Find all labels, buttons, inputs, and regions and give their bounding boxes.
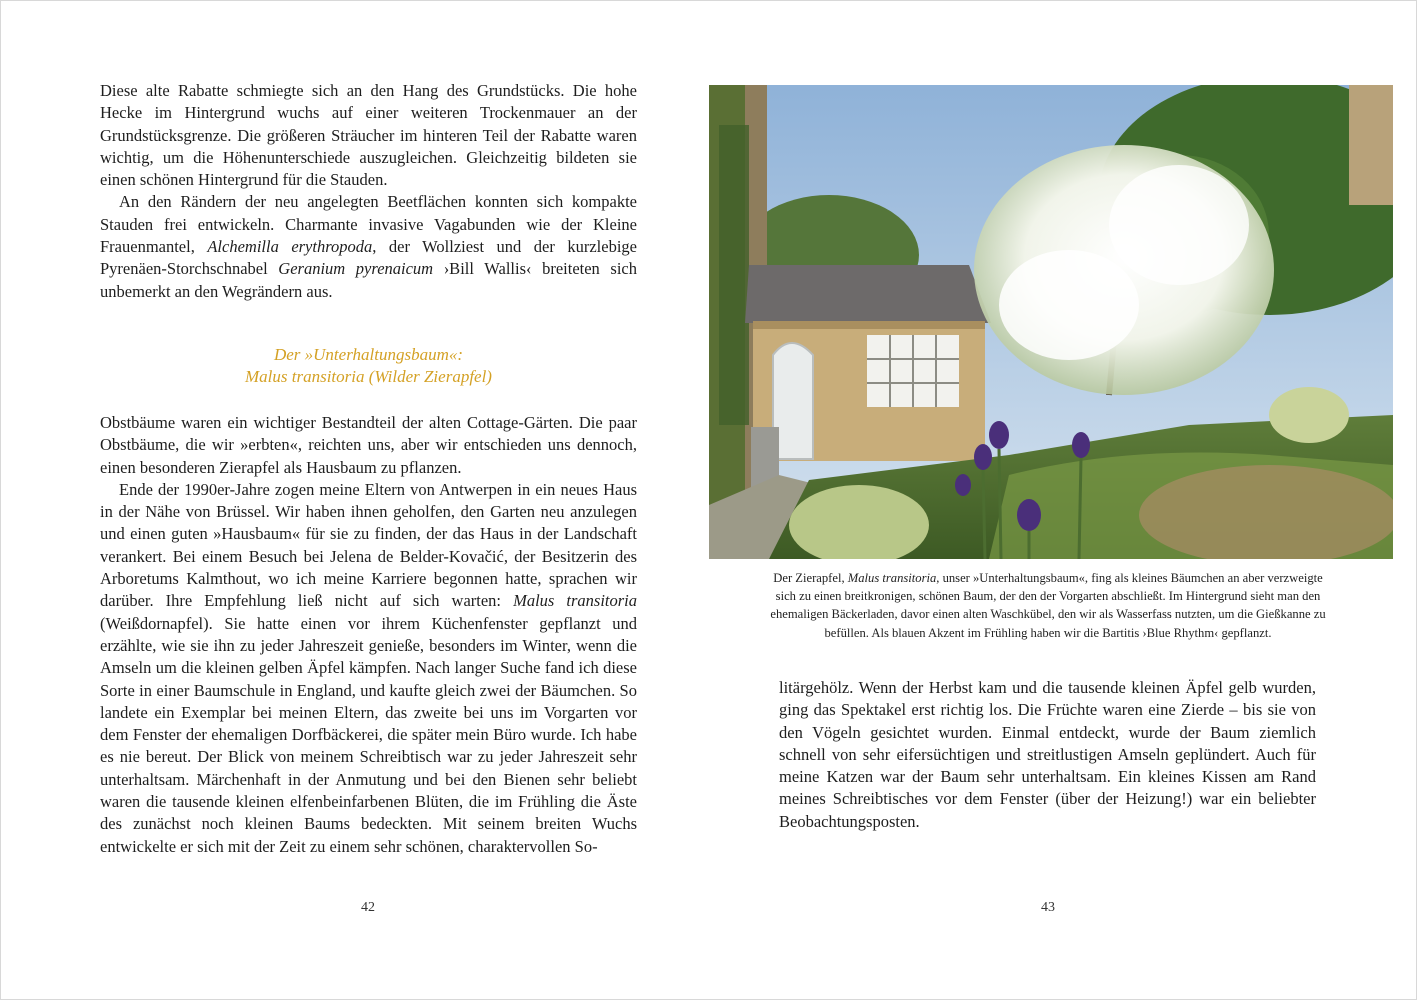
main-paragraph-2: Ende der 1990er-Jahre zogen meine Eltern von Antwerpen in ein neues Haus in der Nähe von Brüssel. Wir haben ihnen geholfen, den Garten neu anzulegen und einen guten »Hausbaum« für sie zu finden, der das Haus in der Landschaft verankert. Bei einem Besuch bei Jelena de Belder-Kovačić, der Besitzerin des Arboretums Kalmthout, wo ich meine Karriere begonnen hatte, sprachen wir darüber. Ihre Empfehlung ließ nicht auf sich warten: Malus transitoria (Weißdornapfel). Sie hatte einen vor ihrem Küchenfenster gepflanzt und erzählte, wie sie ihn zu jeder Jahreszeit genieße, besonders im Winter, wenn die Amseln um die kleinen gelben Äpfel kämpfen. Nach langer Suche fand ich diese Sorte in einer Baumschule in England, und kaufte gleich zwei der Bäumchen. So landete ein Exemplar bei meinen Eltern, das zweite bei uns im Vorgarten vor dem Fenster der ehemaligen Dorfbäckerei, die später mein Büro wurde. Ich habe es nie bereut. Der Blick von meinem Schreibtisch war zu jeder Jahreszeit sehr unterhaltsam. Märchenhaft in der Anmutung und bei den Bienen sehr beliebt waren die tausende kleinen elfenbeinfarbenen Blüten, die im Frühling die Äste des zunächst noch kleinen Baums bedeckten. Mit seinem breiten Wuchs entwickelte er sich mit der Zeit zu einem sehr schönen, charaktervollen So-	[100, 479, 637, 856]
garden-photo-illustration	[709, 85, 1393, 559]
page-number-left: 42	[361, 900, 375, 915]
intro-paragraph-1: Diese alte Rabatte schmiegte sich an den Hang des Grundstücks. Die hohe Hecke im Hintergrund wuchs auf einer weiteren Trockenmauer an der Grundstücksgrenze. Die größeren Sträucher im hinteren Teil der Rabatte waren wichtig, um die Höhenunterschiede auszugleichen. Gleichzeitig bildeten sie einen schönen Hintergrund für die Stauden.	[100, 81, 637, 190]
right-page	[708, 0, 1417, 1000]
intro-text	[100, 80, 637, 303]
section-heading-line-2: Malus transitoria (Wilder Zierapfel)	[245, 367, 492, 386]
section-heading	[100, 344, 637, 388]
continued-text	[779, 677, 1316, 833]
italic-name: Malus transitoria	[513, 591, 637, 611]
section-heading-line-1: Der »Unterhaltungsbaum«:	[273, 345, 464, 364]
italic-name: Malus transitoria	[847, 571, 937, 585]
main-text	[100, 412, 637, 858]
italic-name: Geranium pyrenaicum	[278, 259, 434, 279]
intro-paragraph-2: An den Rändern der neu angelegten Beetflächen konnten sich kompakte Stauden frei entwickeln. Charmante invasive Vagabunden wie der Kleine Frauenmantel, Alchemilla erythropoda, der Wollziest und der kurzlebige Pyrenäen-Storchschnabel Geranium pyrenaicum ›Bill Wallis‹ breiteten sich unbemerkt an den Wegrändern aus.	[100, 192, 637, 301]
garden-photo	[709, 85, 1393, 559]
main-paragraph-1: Obstbäume waren ein wichtiger Bestandteil der alten Cottage-Gärten. Die paar Obstbäume, die wir »erbten«, reichten uns, aber wir entschieden uns dennoch, einen besonderen Zierapfel als Hausbaum zu pflanzen.	[100, 413, 637, 477]
left-page	[0, 0, 708, 1000]
photo-caption: Der Zierapfel, Malus transitoria, unser »Unterhaltungsbaum«, fing als kleines Bäumchen an aber verzweigte sich zu einen breitkronigen, schönen Baum, der den der Vorgarten abschließt. Im Hintergrund sieht man den ehemaligen Bäckerladen, davor einen alten Waschkübel, den wir als Wasserfass nutzten, um die Gießkanne zu befüllen. Als blauen Akzent im Frühling haben wir die Bartitis ›Blue Rhythm‹ gepflanzt.	[770, 571, 1326, 640]
page-number-right: 43	[1041, 900, 1055, 915]
italic-name: Alchemilla erythropoda	[207, 237, 373, 257]
continued-paragraph: litärgehölz. Wenn der Herbst kam und die tausende kleinen Äpfel gelb wurden, ging das Spektakel erst richtig los. Die Früchte waren eine Zierde – bis sie von den Vögeln gesichtet wurden. Einmal entdeckt, wurde der Baum ziemlich schnell von sehr eifersüchtigen und streitlustigen Amseln geplündert. Auch für meine Katzen war der Baum sehr unterhaltsam. Ein kleines Kissen am Rand meines Schreibtisches vor dem Fenster (über der Heizung!) war ein beliebter Beobachtungsposten.	[779, 678, 1316, 831]
